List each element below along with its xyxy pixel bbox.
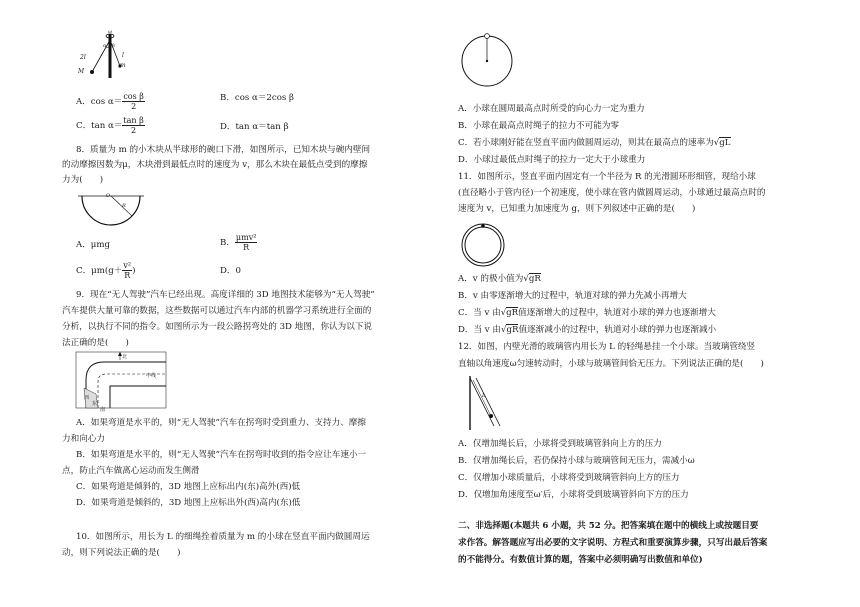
q9-stem-line2: 汽车提供大量可靠的数据，这些数据可以通过汽车内部的机器学习系统进行全面的 [62,306,372,316]
fig9-label-west: 西 [84,395,90,401]
q10-stem-line2: 动，则下列说法正确的是( ) [62,548,181,558]
fraction: $\frac{\text{μmv²}}{R}$ [235,233,257,252]
q12-option-b: B．仅增加绳长后，若仍保持小球与玻璃管间无压力，需减小ω [458,456,695,466]
fraction: $\frac{\text{cos β}}{2}$ [123,92,144,111]
q7-option-a: A．cos α＝ $\frac{\text{cos β}}{2}$ [76,92,144,111]
fig7-label-M: M [78,68,85,75]
q8-stem-line3: 力为( ) [62,175,104,185]
fraction: $\frac{\text{tan β}}{2}$ [123,116,144,135]
q12-option-d: D．仅增加角速度至ω′后，小球将受到玻璃管斜向下方的压力 [458,490,689,500]
fig9-label-north: 北 [122,354,128,360]
q9-option-a-line2: 力和向心力 [62,434,105,444]
q8-option-c: C．μm(g＋ $\frac{\text{v²}}{R}$ ) [76,261,136,280]
q11-option-b: B．v 由零逐渐增大的过程中，轨道对球的弹力先减小再增大 [458,291,687,301]
q11-stem-line3: 速度为 v，已知重力加速度为 g，则下列叙述中正确的是( ) [458,204,696,214]
q9-option-a-line1: A．如果弯道是水平的，则“无人驾驶”汽车在拐弯时受到重力、支持力、摩擦 [76,418,366,428]
sqrt-symbol: √ [713,138,720,148]
fig7-label-m: m [120,62,126,69]
fraction: $\frac{\text{v²}}{R}$ [123,261,132,280]
fig12-label-L: L [482,393,486,399]
fig9-label-south: 南 [100,407,106,413]
q7-option-d: D．tan α＝tan β [220,122,289,132]
q9-stem-line4: 法正确的是( ) [62,338,129,348]
q9-stem-line3: 分析，以执行不同的指令。如图所示为一段公路拐弯处的 3D 地图，你认为以下说 [62,322,373,332]
fig7-label-beta: β [112,43,115,49]
q12-option-a: A．仅增加绳长后，小球将受到玻璃管斜向上方的压力 [458,439,662,449]
q8-stem-line1: 8．质量为 m 的小木块从半球形的碗口下滑，如图所示，已知木块与碗内壁间 [76,145,371,155]
fig9-label-centerline: 中线 [146,373,157,379]
q8-stem-line2: 的动摩擦因数为μ，木块滑到最低点时的速度为 v，那么木块在最低点受到的摩擦 [62,160,368,170]
q8-option-d: D．0 [220,266,241,276]
figure-q11-circular-tube [460,222,506,268]
sqrt-symbol: √ [523,274,529,284]
figure-q7-rotating-rods [80,30,150,82]
q12-option-c: C．仅增加小球质量后，小球将受到玻璃管斜向上方的压力 [458,473,680,483]
q10-option-a: A．小球在圆周最高点时所受的向心力一定为重力 [458,104,645,114]
section2-header-line2: 求作答。解答题应写出必要的文字说明、方程式和重要演算步骤，只写出最后答案 [458,538,768,548]
q7-option-c: C．tan α＝ $\frac{\text{tan β}}{2}$ [76,116,144,135]
figure-q12-inclined-glass-tube [460,376,504,430]
fig7-label-omega: ω [108,29,113,35]
q12-stem-line1: 12．如图，内壁光滑的玻璃管内用长为 L 的轻绳悬挂一个小球。当玻璃管绕竖 [458,342,756,352]
q11-option-d: D．当 v 由√gR值逐渐减小的过程中，轨道对小球的弹力也逐渐减小 [458,325,717,335]
section2-header-line1: 二、非选择题(本题共 6 小题，共 52 分。把答案填在题中的横线上或按题目要 [458,521,759,531]
fig7-label-l: l [122,52,124,59]
sqrt-symbol: √ [500,308,507,318]
q11-stem-line2: (直径略小于管内径)一个初速度，使小球在管内做圆周运动，小球通过最高点时的 [458,188,766,198]
fig9-label-east: 东 [92,401,98,407]
q11-option-a: A．v 的极小值为√gR [458,274,541,284]
sqrt-symbol: √ [501,325,507,335]
q12-stem-line2: 直轴以角速度ω匀速转动时，小球与玻璃管间恰无压力。下列说法正确的是( ) [458,359,764,369]
q8-option-b: B． $\frac{\text{μmv²}}{R}$ [220,233,257,252]
q9-option-c: C．如果弯道是倾斜的，3D 地图上应标出内(东)高外(西)低 [76,482,301,492]
figure-q8-hemisphere-bowl [76,194,146,228]
q9-stem-line1: 9．现在“无人驾驶”汽车已经出现。高度详细的 3D 地图技术能够为“无人驾驶” [76,290,375,300]
q9-option-b-line2: 点，防止汽车做离心运动而发生侧滑 [62,466,200,476]
q10-option-b: B．小球在最高点时绳子的拉力不可能为零 [458,121,620,131]
section2-header-line3: 的不能得分。有数值计算的题，答案中必须明确写出数值和单位) [458,555,703,565]
q11-stem-line1: 11．如图所示，竖直平面内固定有一个半径为 R 的光滑圆环形细管，现给小球 [458,172,756,182]
q11-option-c: C．当 v 由√gR值逐渐增大的过程中，轨道对小球的弹力也逐渐增大 [458,308,716,318]
figure-q10-circle-rope [458,32,516,90]
q9-option-b-line1: B．如果弯道是水平的，则“无人驾驶”汽车在拐弯时收到的指令应让车速小一 [76,450,367,460]
q10-stem-line1: 10．如图所示，用长为 L 的细绳拴着质量为 m 的小球在竖直平面内做圆周运 [76,532,370,542]
q8-option-a: A．μmg [76,240,111,250]
q9-option-d: D．如果弯道是倾斜的，3D 地图上应标出外(西)高内(东)低 [76,498,301,508]
q10-option-d: D．小球过最低点时绳子的拉力一定大于小球重力 [458,155,646,165]
q7-option-b: B．cos α＝2cos β [220,93,294,103]
q10-option-c: C．若小球刚好能在竖直平面内做圆周运动，则其在最高点的速率为√gL [458,138,731,148]
fig8-label-O: O [106,193,111,199]
fig7-label-alpha: α [103,43,107,49]
fig8-label-R: R [122,203,126,209]
fig7-label-2l: 2l [80,54,86,61]
